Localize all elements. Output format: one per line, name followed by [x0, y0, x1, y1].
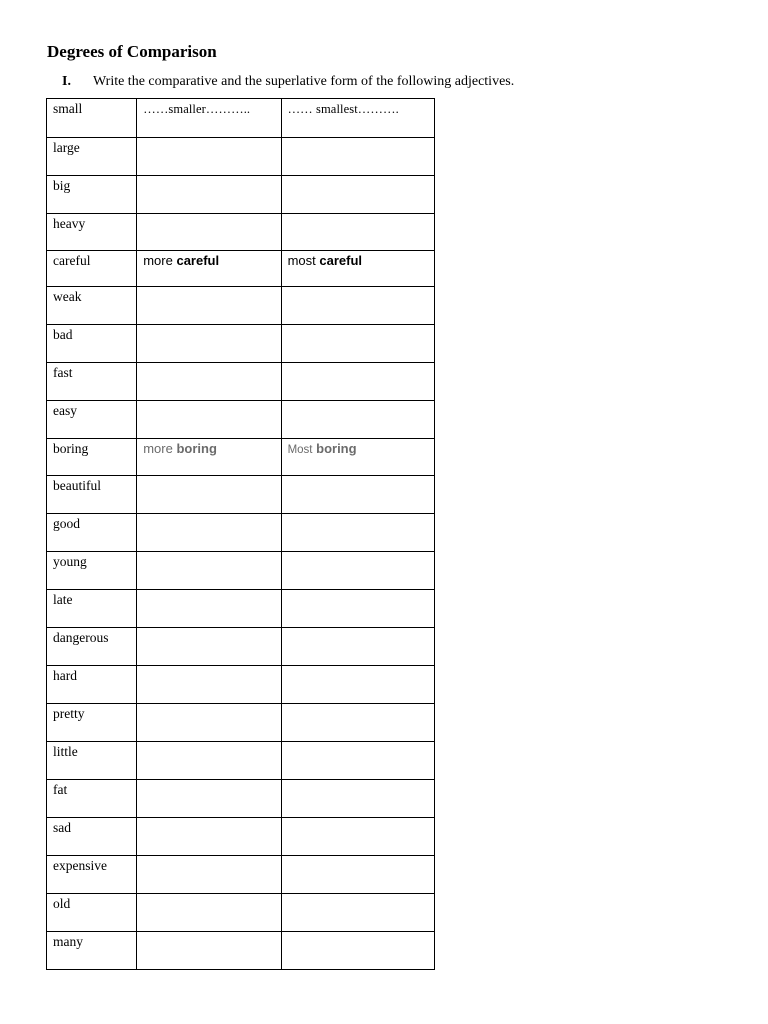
- superlative-cell[interactable]: [281, 552, 434, 590]
- table-row: [47, 552, 435, 590]
- table-row: [47, 401, 435, 439]
- table-row: [47, 251, 435, 287]
- adjective-label: old: [53, 896, 71, 911]
- comparative-cell[interactable]: [137, 666, 281, 704]
- table-row: [47, 287, 435, 325]
- comparison-table: [46, 98, 435, 970]
- instruction-number: I.: [62, 74, 71, 89]
- table-row: [47, 138, 435, 176]
- adjective-cell: [47, 363, 137, 401]
- table-row: [47, 476, 435, 514]
- adjective-cell: [47, 214, 137, 251]
- adjective-label: heavy: [53, 216, 86, 231]
- superlative-cell[interactable]: [281, 214, 434, 251]
- adjective-label: beautiful: [53, 478, 101, 493]
- comparative-cell[interactable]: [137, 439, 281, 476]
- adjective-label: small: [53, 101, 83, 116]
- comparative-cell[interactable]: [137, 552, 281, 590]
- adjective-cell: [47, 818, 137, 856]
- adjective-cell: [47, 401, 137, 439]
- adjective-cell: [47, 476, 137, 514]
- superlative-cell[interactable]: [281, 176, 434, 214]
- superlative-cell[interactable]: [281, 932, 434, 970]
- comparative-cell[interactable]: [137, 287, 281, 325]
- comparative-cell[interactable]: [137, 704, 281, 742]
- table-row: [47, 590, 435, 628]
- comparative-cell[interactable]: [137, 780, 281, 818]
- adjective-cell: [47, 176, 137, 214]
- table-row: [47, 704, 435, 742]
- comparative-cell[interactable]: [137, 628, 281, 666]
- adjective-label: boring: [53, 441, 89, 456]
- adjective-label: hard: [53, 668, 77, 683]
- table-row: [47, 780, 435, 818]
- adjective-cell: [47, 99, 137, 138]
- superlative-cell[interactable]: [281, 666, 434, 704]
- adjective-cell: [47, 742, 137, 780]
- table-row: [47, 176, 435, 214]
- superlative-cell[interactable]: [281, 780, 434, 818]
- table-row: [47, 214, 435, 251]
- adjective-cell: [47, 439, 137, 476]
- comparative-cell[interactable]: [137, 138, 281, 176]
- superlative-cell[interactable]: [281, 138, 434, 176]
- superlative-cell[interactable]: [281, 251, 434, 287]
- comparative-cell[interactable]: [137, 401, 281, 439]
- table-row: [47, 742, 435, 780]
- table-row: [47, 363, 435, 401]
- instruction-text: Write the comparative and the superlative form of the following adjectives.: [93, 74, 515, 89]
- adjective-cell: [47, 251, 137, 287]
- adjective-cell: [47, 780, 137, 818]
- superlative-cell[interactable]: [281, 818, 434, 856]
- adjective-cell: [47, 666, 137, 704]
- adjective-label: expensive: [53, 858, 107, 873]
- comparative-cell[interactable]: [137, 176, 281, 214]
- adjective-cell: [47, 287, 137, 325]
- instruction: [62, 74, 514, 90]
- comparative-answer: more boring: [143, 441, 217, 456]
- adjective-label: good: [53, 516, 80, 531]
- adjective-cell: [47, 552, 137, 590]
- comparative-cell[interactable]: [137, 476, 281, 514]
- superlative-cell[interactable]: [281, 401, 434, 439]
- table-row: [47, 894, 435, 932]
- adjective-label: sad: [53, 820, 71, 835]
- adjective-label: bad: [53, 327, 73, 342]
- table-row: [47, 325, 435, 363]
- adjective-label: careful: [53, 253, 91, 268]
- adjective-label: dangerous: [53, 630, 109, 645]
- comparative-cell[interactable]: [137, 894, 281, 932]
- adjective-cell: [47, 325, 137, 363]
- adjective-label: weak: [53, 289, 82, 304]
- comparative-cell[interactable]: [137, 251, 281, 287]
- comparative-cell[interactable]: [137, 932, 281, 970]
- superlative-cell[interactable]: [281, 628, 434, 666]
- comparative-cell[interactable]: [137, 99, 281, 138]
- adjective-label: fat: [53, 782, 68, 797]
- adjective-cell: [47, 590, 137, 628]
- adjective-label: big: [53, 178, 71, 193]
- adjective-label: pretty: [53, 706, 85, 721]
- comparative-cell[interactable]: [137, 214, 281, 251]
- adjective-cell: [47, 932, 137, 970]
- table-row: [47, 932, 435, 970]
- superlative-cell[interactable]: [281, 476, 434, 514]
- adjective-label: large: [53, 140, 80, 155]
- superlative-cell[interactable]: [281, 99, 434, 138]
- table-row: [47, 439, 435, 476]
- adjective-cell: [47, 894, 137, 932]
- superlative-cell[interactable]: [281, 287, 434, 325]
- adjective-cell: [47, 514, 137, 552]
- table-row: [47, 628, 435, 666]
- superlative-cell[interactable]: [281, 856, 434, 894]
- adjective-label: little: [53, 744, 78, 759]
- superlative-answer: …… smallest……….: [287, 102, 399, 116]
- superlative-cell[interactable]: [281, 439, 434, 476]
- superlative-cell[interactable]: [281, 704, 434, 742]
- table-row: [47, 514, 435, 552]
- comparative-cell[interactable]: [137, 514, 281, 552]
- adjective-label: young: [53, 554, 87, 569]
- adjective-label: fast: [53, 365, 73, 380]
- comparative-cell[interactable]: [137, 856, 281, 894]
- adjective-label: many: [53, 934, 83, 949]
- comparative-answer: more careful: [143, 253, 220, 268]
- superlative-cell[interactable]: [281, 590, 434, 628]
- comparative-cell[interactable]: [137, 363, 281, 401]
- table-row: [47, 666, 435, 704]
- comparative-answer: ……smaller………..: [143, 102, 251, 116]
- comparative-cell[interactable]: [137, 742, 281, 780]
- superlative-cell[interactable]: [281, 514, 434, 552]
- table-row: [47, 856, 435, 894]
- page-title: Degrees of Comparison: [47, 42, 217, 61]
- superlative-answer: most careful: [287, 253, 363, 268]
- superlative-cell[interactable]: [281, 894, 434, 932]
- superlative-answer: Most boring: [287, 441, 357, 456]
- adjective-cell: [47, 704, 137, 742]
- adjective-cell: [47, 628, 137, 666]
- superlative-cell[interactable]: [281, 325, 434, 363]
- superlative-cell[interactable]: [281, 363, 434, 401]
- adjective-cell: [47, 856, 137, 894]
- adjective-label: easy: [53, 403, 77, 418]
- comparative-cell[interactable]: [137, 818, 281, 856]
- table-row: [47, 99, 435, 138]
- adjective-label: late: [53, 592, 73, 607]
- superlative-cell[interactable]: [281, 742, 434, 780]
- table-row: [47, 818, 435, 856]
- comparative-cell[interactable]: [137, 590, 281, 628]
- comparative-cell[interactable]: [137, 325, 281, 363]
- adjective-cell: [47, 138, 137, 176]
